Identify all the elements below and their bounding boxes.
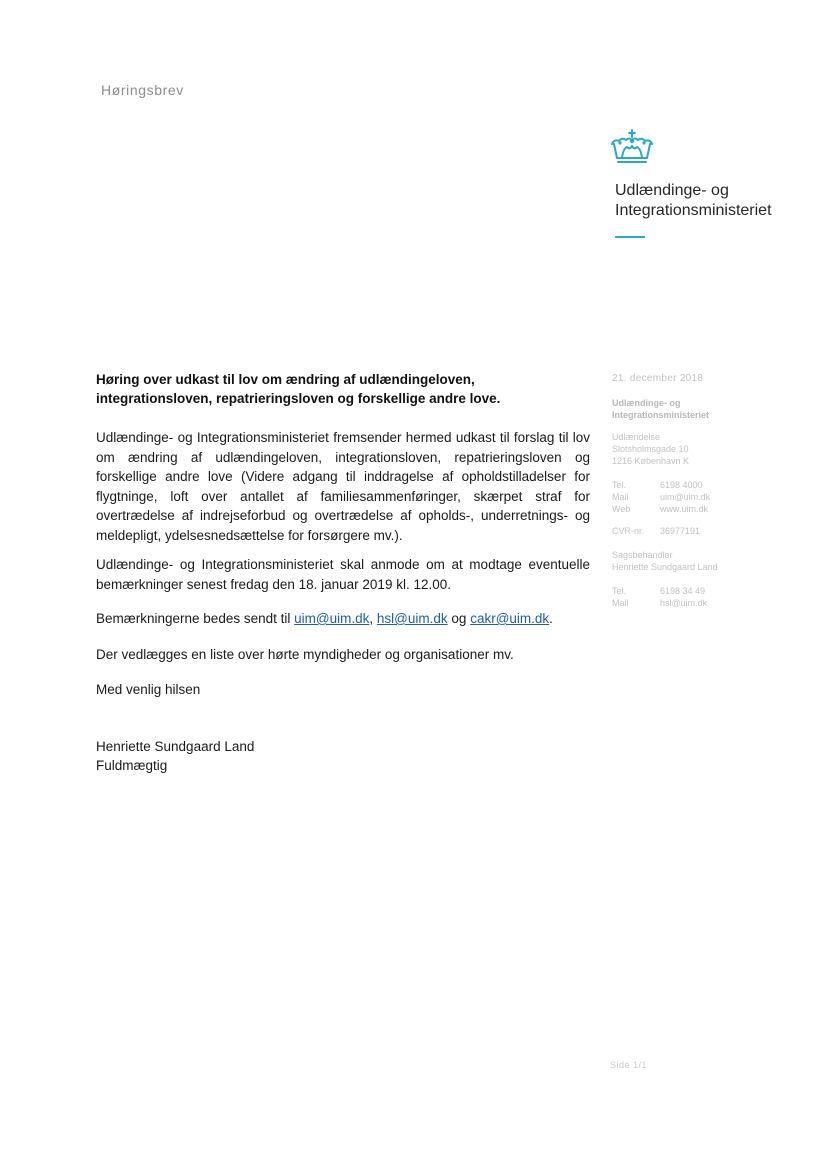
web-label: Web	[612, 504, 631, 514]
handler-contact	[612, 585, 792, 609]
email-link-hsl[interactable]: hsl@uim.dk	[376, 611, 448, 626]
handler-label: Sagsbehandler	[612, 550, 673, 560]
ministry-name-line2: Integrationsministeriet	[615, 202, 772, 219]
document-type-label: Høringsbrev	[101, 82, 184, 98]
ministry-name-line1: Udlændinge- og	[615, 182, 729, 199]
sidebar-org-line1: Udlændinge- og	[612, 398, 681, 408]
crown-icon	[608, 128, 656, 164]
email-separator-3: .	[549, 611, 553, 626]
letter-sidebar	[612, 373, 792, 609]
signer-name: Henriette Sundgaard Land	[96, 739, 255, 754]
letter-paragraph-2: Udlændinge- og Integrationsministeriet skal anmode om at modtage eventuelle bemærkninger senest fredag den 18. januar 2019 kl. 12.00.	[96, 557, 590, 592]
ministry-name	[615, 181, 772, 221]
page-number: Side 1/1	[610, 1060, 648, 1070]
address-line-3: 1216 København K	[612, 456, 690, 466]
email-link-uim[interactable]: uim@uim.dk	[294, 611, 370, 626]
contact-row-web	[612, 503, 792, 515]
sidebar-org-line2: Integrationsministeriet	[612, 410, 710, 420]
web-value[interactable]: www.uim.dk	[660, 504, 709, 514]
handler-mail-value[interactable]: hsl@uim.dk	[660, 598, 708, 608]
email-separator-2: og	[451, 611, 467, 626]
cvr-label: CVR-nr.	[612, 526, 645, 536]
logo-divider	[615, 236, 645, 238]
letter-paragraph-1: Udlændinge- og Integrationsministeriet fremsender hermed udkast til forslag til lov om ændring af udlændingeloven, integrationsloven, repatrieringsloven og forskellige andre love (Videre adgang til inddragelse af opholdstilladelser for flygtninge, loft over antallet af familiesammenføringer, skærpet straf for overtrædelse af indrejseforbud og overtrædelse af opholds-, underretnings- og meldepligt, ydelsesnedsættelse for forsørgere mv.).	[96, 430, 590, 543]
sidebar-address	[612, 431, 792, 467]
signer-title: Fuldmægtig	[96, 758, 168, 773]
address-line-1: Udlændelse	[612, 432, 661, 442]
handler-tel-value: 6198 34 49	[660, 586, 706, 596]
letter-date: 21. december 2018	[612, 373, 704, 384]
handler-mail-label: Mail	[612, 598, 629, 608]
sidebar-org	[612, 397, 792, 421]
handler-row-mail	[612, 597, 792, 609]
cvr-row	[612, 525, 792, 537]
contact-row-tel	[612, 479, 792, 491]
letter-subject: Høring over udkast til lov om ændring af udlændingeloven, integrationsloven, repatrieringsloven og forskellige andre love.	[96, 372, 501, 406]
mail-value[interactable]: uim@uim.dk	[660, 492, 711, 502]
handler-row-tel	[612, 585, 792, 597]
letter-closing: Med venlig hilsen	[96, 682, 201, 697]
letter-paragraph-3	[96, 609, 590, 629]
cvr-value: 36977191	[660, 526, 701, 536]
case-handler	[612, 549, 792, 573]
contact-row-mail	[612, 491, 792, 503]
letter-paragraph-4: Der vedlægges en liste over hørte myndigheder og organisationer mv.	[96, 647, 514, 662]
sidebar-contact	[612, 479, 792, 515]
tel-label: Tel.	[612, 480, 627, 490]
tel-value: 6198 4000	[660, 480, 703, 490]
handler-name: Henriette Sundgaard Land	[612, 562, 718, 572]
email-link-cakr[interactable]: cakr@uim.dk	[470, 611, 550, 626]
handler-tel-label: Tel.	[612, 586, 627, 596]
email-separator-1: ,	[369, 611, 374, 626]
remarks-prefix: Bemærkningerne bedes sendt til	[96, 611, 291, 626]
mail-label: Mail	[612, 492, 629, 502]
address-line-2: Slotsholmsgade 10	[612, 444, 689, 454]
